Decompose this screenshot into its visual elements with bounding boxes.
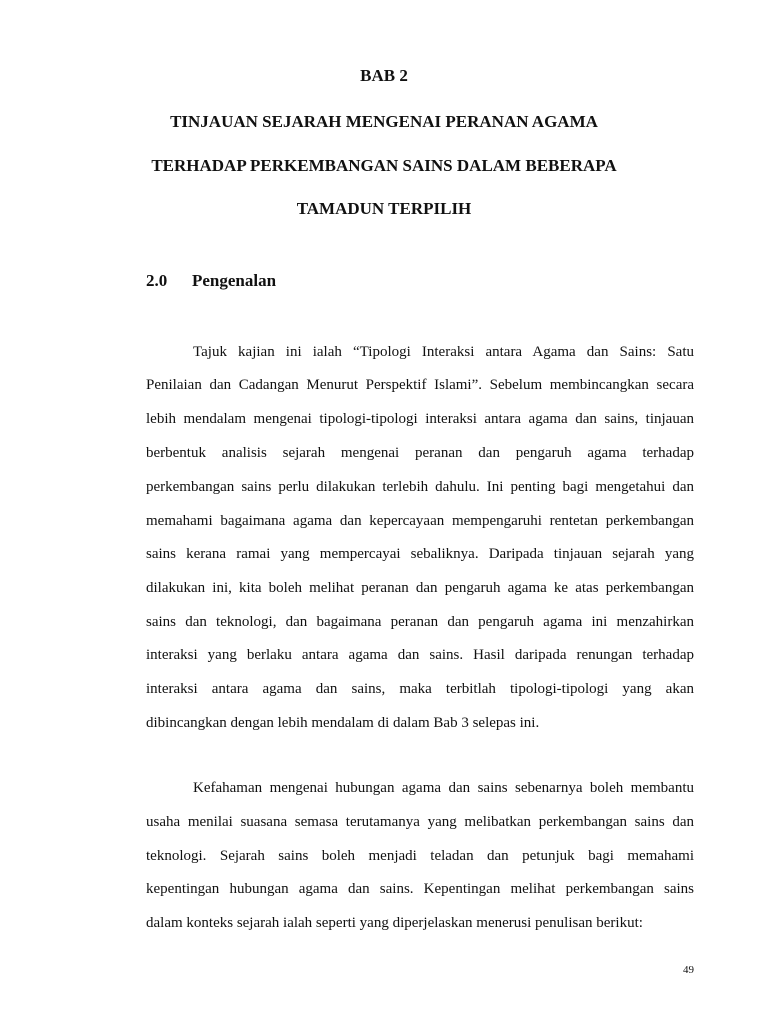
- paragraph-line: Kefahaman mengenai hubungan agama dan sains sebenarnya boleh membantu: [193, 780, 694, 796]
- chapter-title-line-1: TINJAUAN SEJARAH MENGENAI PERANAN AGAMA: [170, 112, 598, 131]
- section-number: 2.0: [146, 271, 168, 290]
- chapter-title-line-3: TAMADUN TERPILIH: [296, 199, 472, 218]
- chapter-heading: BAB 2: [360, 66, 408, 85]
- paragraph-line: dalam konteks sejarah ialah seperti yang diperjelaskan menerusi penulisan berikut:: [146, 915, 643, 931]
- paragraph-line: memahami bagaimana agama dan kepercayaan mempengaruhi rentetan perkembangan: [146, 513, 694, 529]
- paragraph-line: kepentingan hubungan agama dan sains. Kepentingan melihat perkembangan sains: [146, 881, 694, 897]
- paragraph-line: Tajuk kajian ini ialah “Tipologi Interaksi antara Agama dan Sains: Satu: [193, 344, 694, 360]
- chapter-title-line-2: TERHADAP PERKEMBANGAN SAINS DALAM BEBERAPA: [151, 156, 617, 175]
- section-title: Pengenalan: [192, 271, 277, 290]
- paragraph-line: dilakukan ini, kita boleh melihat peranan dan pengaruh agama ke atas perkembangan: [146, 580, 694, 596]
- paragraph-line: lebih mendalam mengenai tipologi-tipologi interaksi antara agama dan sains, tinjauan: [146, 411, 694, 427]
- paragraph-line: Penilaian dan Cadangan Menurut Perspektif Islami”. Sebelum membincangkan secara: [146, 377, 694, 393]
- paragraph-line: sains dan teknologi, dan bagaimana peranan dan pengaruh agama ini menzahirkan: [146, 614, 694, 630]
- paragraph-line: interaksi antara agama dan sains, maka terbitlah tipologi-tipologi yang akan: [146, 681, 694, 697]
- paragraph-line: sains kerana ramai yang mempercayai sebaliknya. Daripada tinjauan sejarah yang: [146, 546, 694, 562]
- paragraph-line: teknologi. Sejarah sains boleh menjadi teladan dan petunjuk bagi memahami: [146, 848, 694, 864]
- paragraph-line: berbentuk analisis sejarah mengenai peranan dan pengaruh agama terhadap: [146, 445, 694, 461]
- page-number: 49: [683, 964, 694, 976]
- paragraph-line: dibincangkan dengan lebih mendalam di dalam Bab 3 selepas ini.: [146, 715, 540, 731]
- section-heading: [146, 271, 276, 291]
- paragraph-line: interaksi yang berlaku antara agama dan sains. Hasil daripada renungan terhadap: [146, 647, 694, 663]
- paragraph-line: perkembangan sains perlu dilakukan terlebih dahulu. Ini penting bagi mengetahui dan: [146, 479, 694, 495]
- paragraph-line: usaha menilai suasana semasa terutamanya yang melibatkan perkembangan sains dan: [146, 814, 694, 830]
